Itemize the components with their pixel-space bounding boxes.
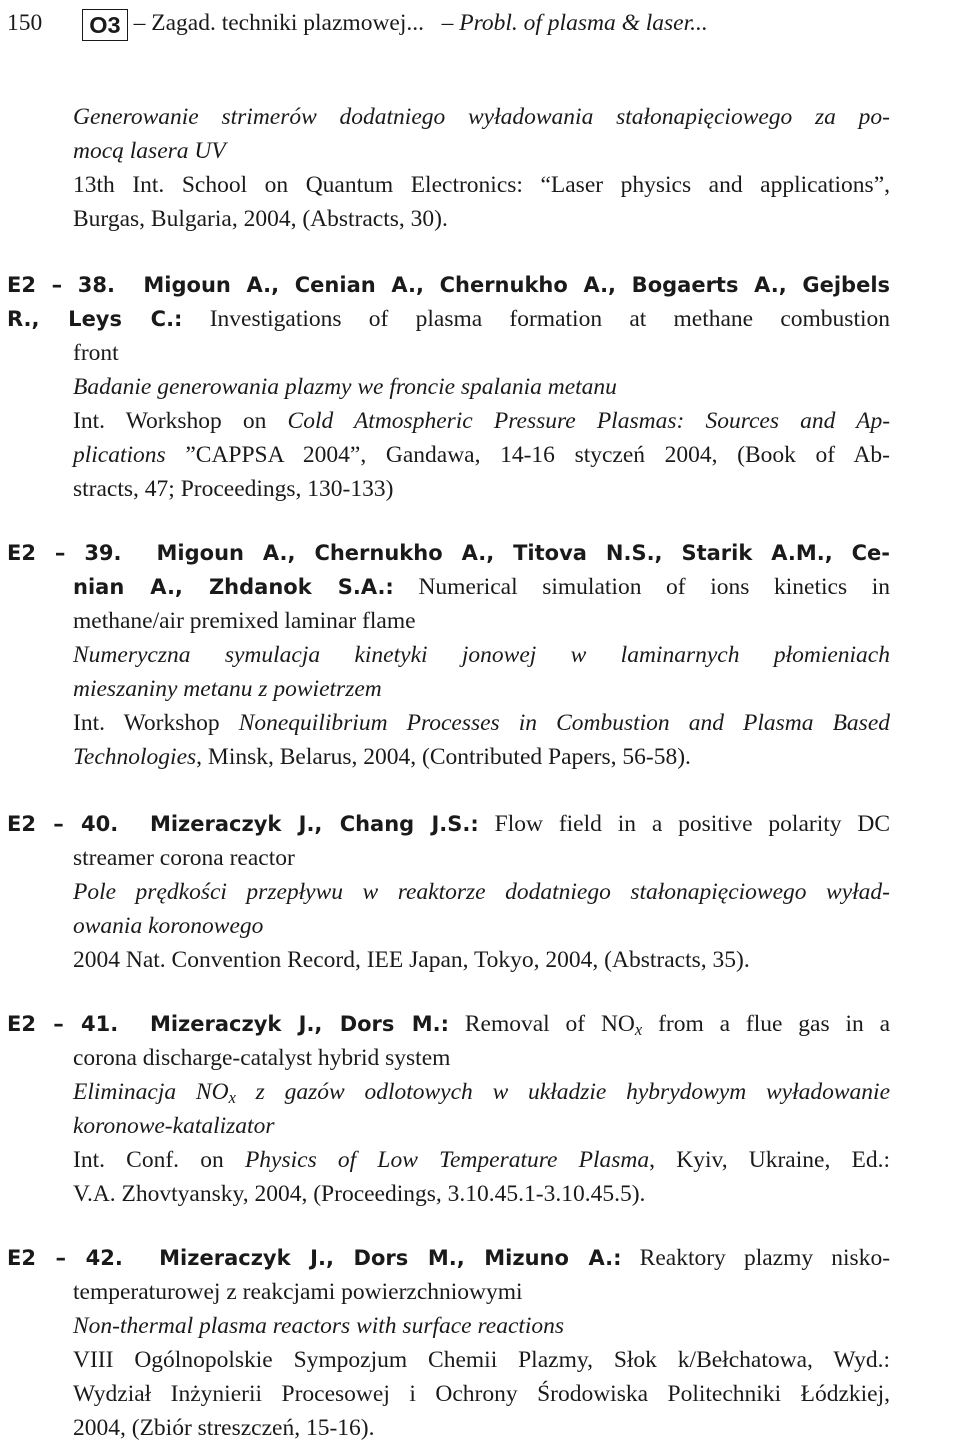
venue-italic: Physics of Low Temperature Plasma — [244, 1147, 650, 1173]
entry-title-pl: mieszaniny metanu z powietrzem — [73, 676, 382, 702]
venue-text: , Kyiv, Ukraine, Ed.: — [649, 1147, 891, 1173]
section-title-en: – Probl. of plasma & laser... — [441, 10, 708, 36]
entry-venue — [7, 1143, 890, 1177]
entry-e2-38 — [7, 268, 890, 506]
venue-italic: Cold Atmospheric Pressure Plasmas: Sources and Ap- — [287, 408, 891, 434]
title-pl-text: z gazów odlotowych w układzie hybrydowym wyładowanie — [255, 1079, 891, 1105]
entry-venue — [7, 438, 890, 472]
entry-header — [7, 570, 890, 604]
entry-title: from a flue gas in a — [658, 1011, 891, 1037]
venue-italic: Nonequilibrium Processes in Combustion and Plasma Based — [238, 710, 891, 736]
entry-title: streamer corona reactor — [73, 845, 295, 871]
venue-text: Int. Conf. on — [73, 1147, 224, 1173]
entry-title: Investigations of plasma formation at methane combustion — [209, 306, 891, 332]
entry-authors: Mizeraczyk J., Chang J.S.: — [149, 812, 479, 836]
entry-header — [7, 1007, 890, 1041]
entry-header — [7, 268, 890, 302]
page-number: 150 — [7, 10, 43, 36]
entry-venue: Wydział Inżynierii Procesowej i Ochrony Środowiska Politechniki Łódzkiej, — [73, 1381, 890, 1407]
title-pl-text: Eliminacja NO — [73, 1079, 229, 1105]
entry-authors: Mizeraczyk J., Dors M., Mizuno A.: — [159, 1246, 622, 1270]
entry-e2-40 — [7, 807, 890, 977]
entry-title: Flow field in a positive polarity DC — [494, 811, 891, 837]
entry-e2-41 — [7, 1007, 890, 1211]
entry-title-en: Non-thermal plasma reactors with surface reactions — [73, 1313, 565, 1339]
page-header — [7, 6, 953, 40]
entry-title: Numerical simulation of ions kinetics in — [418, 574, 890, 600]
venue-text: ”CAPPSA 2004”, Gandawa, 14-16 styczeń 2004, (Book of Ab- — [185, 442, 890, 468]
entry-authors: Migoun A., Cenian A., Chernukho A., Bogaerts A., Gejbels — [143, 273, 891, 297]
section-code-box: O3 — [82, 9, 127, 41]
entry-venue: stracts, 47; Proceedings, 130-133) — [73, 476, 394, 502]
entry-header — [7, 807, 890, 841]
venue-text: Int. Workshop — [73, 710, 220, 736]
entry-venue — [7, 706, 890, 740]
entry-title-pl: Generowanie strimerów dodatniego wyładowania stałonapięciowego za po- — [73, 104, 890, 130]
entry-header — [7, 302, 890, 336]
subscript: x — [228, 1088, 236, 1108]
entry-title: methane/air premixed laminar flame — [73, 608, 416, 634]
entry-id: E2 – 40. — [7, 812, 119, 836]
entry-title-pl: owania koronowego — [73, 913, 264, 939]
entry-title: Reaktory plazmy nisko- — [639, 1245, 891, 1271]
venue-italic: Technologies — [73, 744, 197, 770]
entry-e2-42 — [7, 1241, 890, 1445]
entry-title-pl: Numeryczna symulacja kinetyki jonowej w laminarnych płomieniach — [73, 642, 890, 668]
entry-title: Removal of NO — [464, 1011, 635, 1037]
entry-title-pl: mocą lasera UV — [73, 138, 226, 164]
entry-venue: 2004, (Zbiór streszczeń, 15-16). — [73, 1415, 375, 1441]
entry-id: E2 – 39. — [7, 541, 122, 565]
venue-italic: plications — [73, 442, 166, 468]
entry-title-pl: Pole prędkości przepływu w reaktorze dodatniego stałonapięciowego wyład- — [73, 879, 890, 905]
entry-title-pl — [7, 1075, 890, 1109]
entry-id: E2 – 38. — [7, 273, 115, 297]
entry-authors: Mizeraczyk J., Dors M.: — [149, 1012, 449, 1036]
entry-title: temperaturowej z reakcjami powierzchniowymi — [73, 1279, 523, 1305]
entry-venue — [7, 740, 890, 774]
entry-venue — [7, 404, 890, 438]
entry-venue: V.A. Zhovtyansky, 2004, (Proceedings, 3.10.45.1-3.10.45.5). — [73, 1181, 646, 1207]
entry-venue: Burgas, Bulgaria, 2004, (Abstracts, 30). — [73, 206, 448, 232]
entry-authors: nian A., Zhdanok S.A.: — [73, 575, 394, 599]
entry-authors: R., Leys C.: — [7, 307, 183, 331]
entry-venue: 13th Int. School on Quantum Electronics: “Laser physics and applications”, — [73, 172, 890, 198]
entry-authors: Migoun A., Chernukho A., Titova N.S., Starik A.M., Ce- — [156, 541, 891, 565]
entry-venue: 2004 Nat. Convention Record, IEE Japan, Tokyo, 2004, (Abstracts, 35). — [73, 947, 750, 973]
entry-continuation — [73, 100, 890, 236]
entry-title-pl: koronowe-katalizator — [73, 1113, 275, 1139]
entry-title: corona discharge-catalyst hybrid system — [73, 1045, 451, 1071]
entry-header — [7, 1241, 890, 1275]
venue-text: Int. Workshop on — [73, 408, 267, 434]
entry-title-pl: Badanie generowania plazmy we froncie spalania metanu — [73, 374, 617, 400]
entry-id: E2 – 42. — [7, 1246, 123, 1270]
section-title-pl: – Zagad. techniki plazmowej... — [133, 10, 424, 36]
entry-venue: VIII Ogólnopolskie Sympozjum Chemii Plazmy, Słok k/Bełchatowa, Wyd.: — [73, 1347, 890, 1373]
entry-id: E2 – 41. — [7, 1012, 119, 1036]
venue-text: , Minsk, Belarus, 2004, (Contributed Papers, 56-58). — [196, 744, 691, 770]
entry-header — [7, 536, 890, 570]
entry-e2-39 — [7, 536, 890, 774]
entry-title: front — [73, 340, 119, 366]
subscript: x — [634, 1020, 643, 1040]
